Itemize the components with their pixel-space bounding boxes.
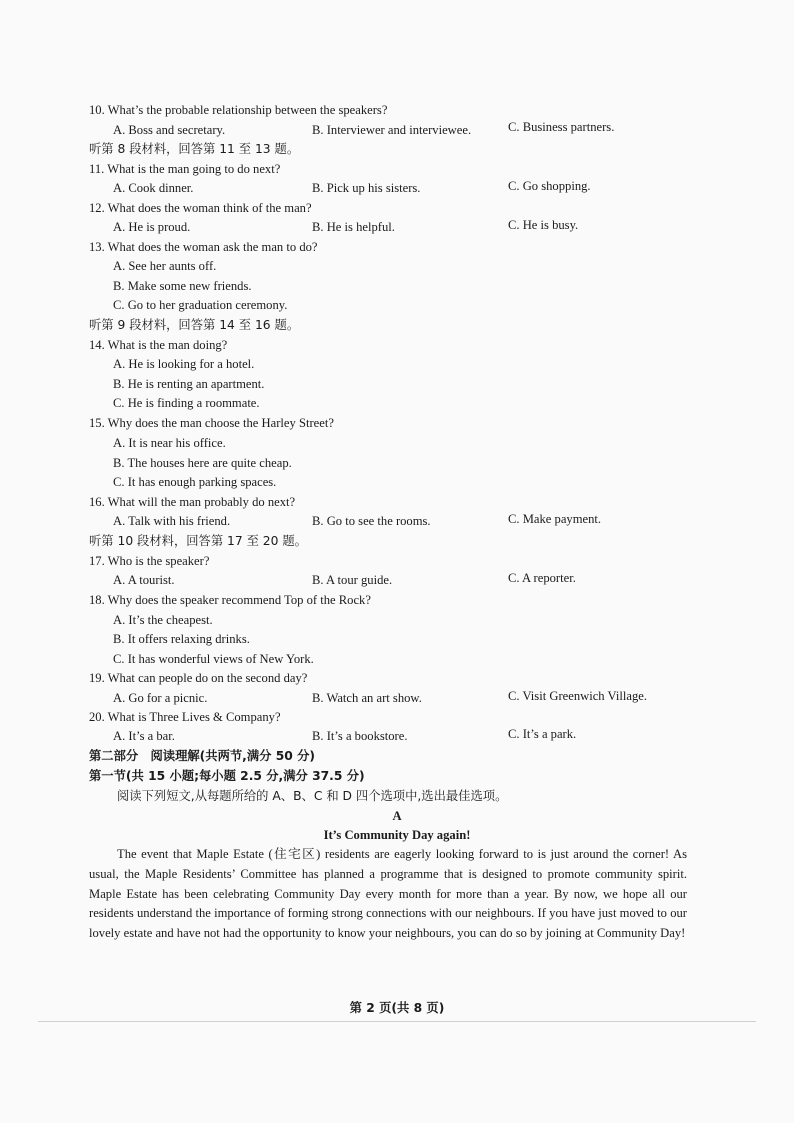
question-14-stem: 14. What is the man doing? <box>89 338 228 352</box>
question-19-option-c: C. Visit Greenwich Village. <box>508 689 647 703</box>
section-heading-8: 听第 8 段材料，回答第 11 至 13 题。 <box>89 142 300 156</box>
section-heading-10: 听第 10 段材料，回答第 17 至 20 题。 <box>89 534 307 548</box>
question-20-stem: 20. What is Three Lives & Company? <box>89 710 281 724</box>
question-10-option-b: B. Interviewer and interviewee. <box>312 123 472 137</box>
question-12-stem: 12. What does the woman think of the man? <box>89 201 312 215</box>
question-20-option-c: C. It’s a park. <box>508 727 577 741</box>
question-10-option-a: A. Boss and secretary. <box>113 123 226 137</box>
question-14-option-b: B. He is renting an apartment. <box>113 377 265 391</box>
question-18-stem: 18. Why does the speaker recommend Top of the Rock? <box>89 593 371 607</box>
section-heading-9: 听第 9 段材料，回答第 14 至 16 题。 <box>89 318 300 332</box>
question-18-option-b: B. It offers relaxing drinks. <box>113 632 250 646</box>
passage-paragraph-text: The event that Maple Estate (住宅区) residents are eagerly looking forward to is just around the corner! As usual, the Maple Residents’ Committee has planned a programme that is designed to promote community spirit. Maple Estate has been celebrating Community Day every month for more than a year. By now, we hope all our residents understand the importance of forming strong connections with our neighbours. If you have just moved to our lovely estate and have not had the opportunity to know your neighbours, you can do so by joining at Community Day! <box>89 847 687 941</box>
question-13-option-c: C. Go to her graduation ceremony. <box>113 298 288 312</box>
question-10-stem: 10. What’s the probable relationship between the speakers? <box>89 103 388 117</box>
question-18-option-c: C. It has wonderful views of New York. <box>113 652 314 666</box>
question-20-option-a: A. It’s a bar. <box>113 729 175 743</box>
question-11-option-c: C. Go shopping. <box>508 179 591 193</box>
passage-paragraph <box>89 845 687 944</box>
question-17-stem: 17. Who is the speaker? <box>89 554 210 568</box>
question-11-option-a: A. Cook dinner. <box>113 181 194 195</box>
question-19-option-b: B. Watch an art show. <box>312 691 422 705</box>
passage-title: It’s Community Day again! <box>323 828 471 842</box>
question-12-option-c: C. He is busy. <box>508 218 579 232</box>
question-19-option-a: A. Go for a picnic. <box>113 691 208 705</box>
question-11-option-b: B. Pick up his sisters. <box>312 181 421 195</box>
question-15-option-c: C. It has enough parking spaces. <box>113 475 277 489</box>
part-2-section-1-heading: 第一节(共 15 小题;每小题 2.5 分,满分 37.5 分) <box>89 769 365 783</box>
question-16-option-c: C. Make payment. <box>508 512 602 526</box>
question-17-option-c: C. A reporter. <box>508 571 576 585</box>
question-20-option-b: B. It’s a bookstore. <box>312 729 408 743</box>
question-15-option-b: B. The houses here are quite cheap. <box>113 456 292 470</box>
question-13-option-b: B. Make some new friends. <box>113 279 252 293</box>
question-19-stem: 19. What can people do on the second day? <box>89 671 308 685</box>
question-17-option-a: A. A tourist. <box>113 573 175 587</box>
reading-instruction: 阅读下列短文,从每题所给的 A、B、C 和 D 四个选项中,选出最佳选项。 <box>117 789 508 803</box>
question-15-stem: 15. Why does the man choose the Harley Street? <box>89 416 334 430</box>
question-10-option-c: C. Business partners. <box>508 120 615 134</box>
question-15-option-a: A. It is near his office. <box>113 436 226 450</box>
page-footer: 第 2 页(共 8 页) <box>349 1001 445 1015</box>
footer-divider <box>38 1021 756 1022</box>
question-14-option-a: A. He is looking for a hotel. <box>113 357 255 371</box>
question-13-stem: 13. What does the woman ask the man to do? <box>89 240 318 254</box>
part-2-heading: 第二部分 阅读理解(共两节,满分 50 分) <box>89 749 316 763</box>
question-17-option-b: B. A tour guide. <box>312 573 393 587</box>
question-11-stem: 11. What is the man going to do next? <box>89 162 281 176</box>
passage-letter: A <box>392 809 402 823</box>
question-16-stem: 16. What will the man probably do next? <box>89 495 296 509</box>
question-16-option-a: A. Talk with his friend. <box>113 514 231 528</box>
question-12-option-b: B. He is helpful. <box>312 220 395 234</box>
question-13-option-a: A. See her aunts off. <box>113 259 217 273</box>
question-14-option-c: C. He is finding a roommate. <box>113 396 260 410</box>
question-12-option-a: A. He is proud. <box>113 220 191 234</box>
question-18-option-a: A. It’s the cheapest. <box>113 613 213 627</box>
question-16-option-b: B. Go to see the rooms. <box>312 514 431 528</box>
